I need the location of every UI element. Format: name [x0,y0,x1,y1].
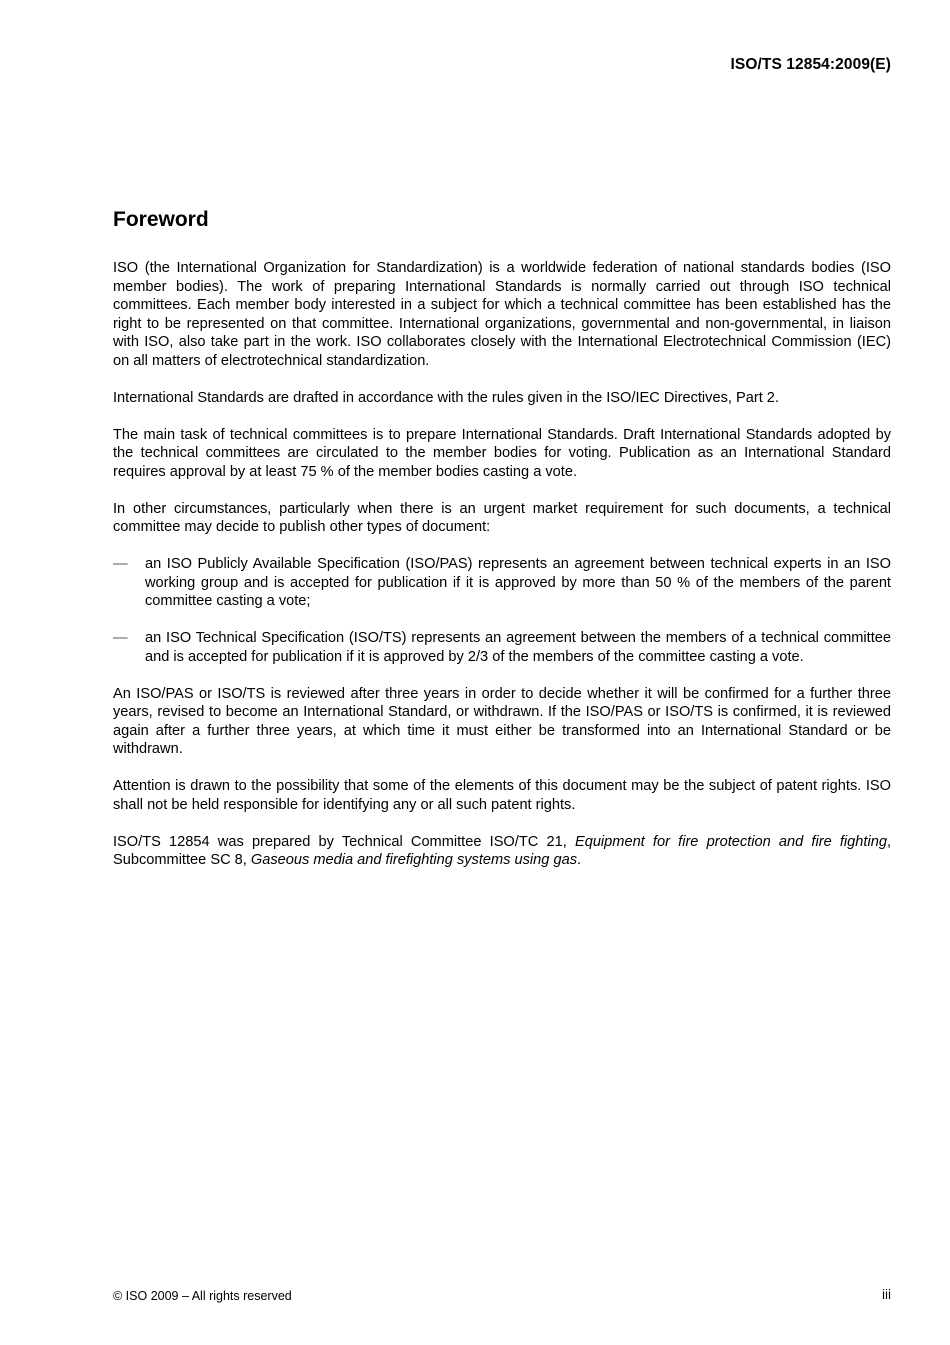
paragraph-review: An ISO/PAS or ISO/TS is reviewed after three years in order to decide whether it will be confirmed for a further three years, revised to become an International Standard, or withdrawn. If the ISO/PAS or ISO/TS is confirmed, it is reviewed again after a further three years, at which time it must either be transformed into an International Standard or be withdrawn. [113,685,891,757]
paragraph-prepared-by [113,833,891,870]
subcommittee-title: Gaseous media and firefighting systems using gas [250,852,577,868]
paragraph-patent-rights: Attention is drawn to the possibility that some of the elements of this document may be the subject of patent rights. ISO shall not be held responsible for identifying any or all such patent rights. [113,778,891,813]
document-identifier: ISO/TS 12854:2009(E) [730,56,891,73]
paragraph-other-circumstances: In other circumstances, particularly when there is an urgent market requirement for such documents, a technical committee may decide to publish other types of document: [113,500,891,535]
prepared-by-text-3: . [577,852,582,868]
list-item-text: an ISO Publicly Available Specification (ISO/PAS) represents an agreement between technical experts in an ISO working group and is accepted for publication if it is approved by more than 50 % of the members of the parent committee casting a vote; [145,556,891,609]
list-item-iso-ts [113,629,891,666]
copyright-notice: © ISO 2009 – All rights reserved [113,1289,292,1303]
dash-bullet: — [113,630,128,646]
list-item-iso-pas [113,555,891,611]
prepared-by-text-1: ISO/TS 12854 was prepared by Technical Committee ISO/TC 21, [113,833,575,850]
list-item-text: an ISO Technical Specification (ISO/TS) represents an agreement between the members of a technical committee and is accepted for publication if it is approved by 2/3 of the members of the committee casting a vote. [145,630,891,665]
paragraph-main-task: The main task of technical committees is to prepare International Standards. Draft International Standards adopted by the technical committees are circulated to the member bodies for voting. Publication as an International Standard requires approval by at least 75 % of the member bodies casting a vote. [113,426,891,480]
paragraph-iso-intro: ISO (the International Organization for Standardization) is a worldwide federation of national standards bodies (ISO member bodies). The work of preparing International Standards is normally carried out through ISO technical committees. Each member body interested in a subject for which a technical committee has been established has the right to be represented on that committee. International organizations, governmental and non-governmental, in liaison with ISO, also take part in the work. ISO collaborates closely with the International Electrotechnical Commission (IEC) on all matters of electrotechnical standardization. [113,260,891,369]
document-types-list [113,555,891,666]
paragraph-directives: International Standards are drafted in accordance with the rules given in the ISO/IEC Directives, Part 2. [113,389,779,406]
page-number: iii [882,1287,891,1302]
foreword-body [113,259,891,888]
page-title: Foreword [113,208,209,231]
prepared-by-text-2: , Subcommittee SC 8, [113,833,891,868]
dash-bullet: — [113,556,128,572]
committee-title: Equipment for fire protection and fire fighting [574,833,887,850]
